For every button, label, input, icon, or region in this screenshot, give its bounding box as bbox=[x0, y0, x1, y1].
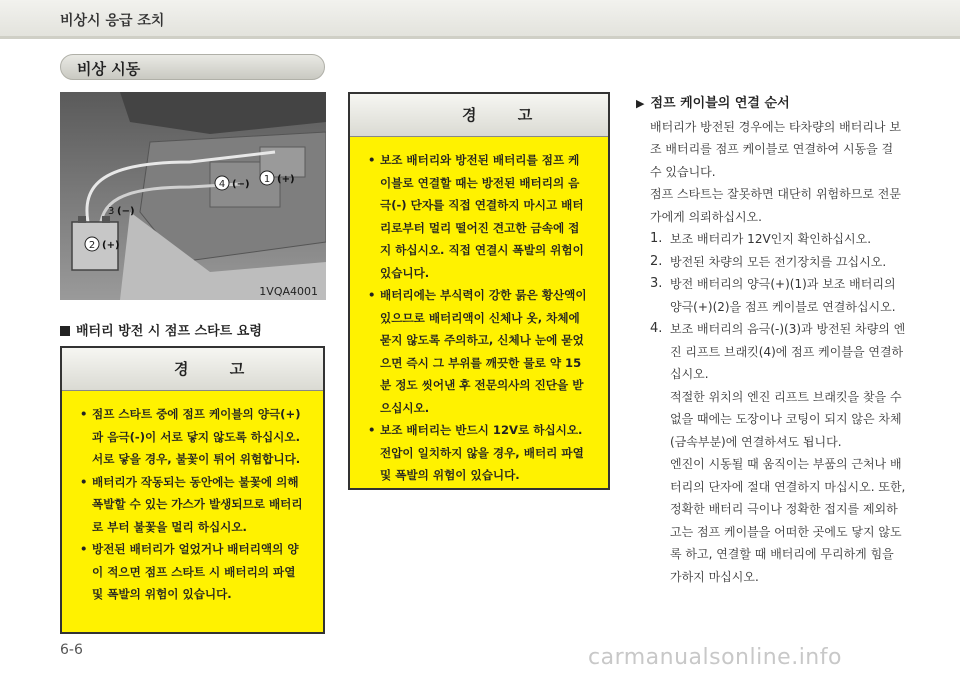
battery-terminal bbox=[102, 216, 110, 223]
label-4 bbox=[215, 176, 250, 190]
list-item: • 보조 배터리와 방전된 배터리를 점프 케이블로 연결할 때는 방전된 배터리의 음극(-) 단자를 직접 연결하지 마시고 배터리로부터 멀리 떨어진 견고한 금속에 접지 하십시오. 직접 연결시 폭발의 위험이 있습니다. bbox=[380, 149, 590, 284]
page-header bbox=[0, 0, 960, 39]
section-pill bbox=[60, 54, 325, 80]
watermark: carmanualsonline.info bbox=[588, 645, 842, 670]
warning-box-2-header bbox=[350, 94, 608, 137]
step-number: 4. bbox=[650, 321, 663, 336]
warning-box-1-title: 경 고 bbox=[174, 360, 263, 378]
step-number: 1. bbox=[650, 231, 663, 246]
square-bullet-icon bbox=[60, 326, 70, 336]
subsection-heading-text: 배터리 방전 시 점프 스타트 요령 bbox=[76, 324, 262, 339]
label-3 bbox=[108, 206, 135, 217]
list-item: • 보조 배터리는 반드시 12V로 하십시오. 전압이 일치하지 않을 경우, 배터리 파열 및 폭발의 위험이 있습니다. bbox=[380, 419, 590, 487]
header-title: 비상시 응급 조치 bbox=[60, 13, 165, 29]
step-item bbox=[636, 273, 906, 318]
warning-box-2-title: 경 고 bbox=[462, 106, 551, 124]
svg-text:3: 3 bbox=[108, 206, 115, 217]
svg-text:(+): (+) bbox=[102, 240, 120, 251]
header-rule bbox=[0, 36, 960, 39]
list-item: • 배터리가 작동되는 동안에는 불꽃에 의해 폭발할 수 있는 가스가 발생되므로 배터리로 부터 불꽃을 멀리 하십시오. bbox=[92, 471, 305, 539]
engine-bay-illustration bbox=[60, 92, 326, 300]
instructions-column bbox=[636, 93, 906, 588]
list-item: • 점프 스타트 중에 점프 케이블의 양극(+)과 음극(-)이 서로 닿지 않도록 하십시오. 서로 닿을 경우, 불꽃이 튀어 위험합니다. bbox=[92, 403, 305, 471]
step-note: 적절한 위치의 엔진 리프트 브래킷을 찾을 수 없을 때에는 도장이나 코팅이 되지 않은 차체 (금속부분)에 연결하셔도 됩니다. bbox=[670, 389, 902, 449]
svg-text:(−): (−) bbox=[117, 206, 135, 217]
step-note: 엔진이 시동될 때 움직이는 부품의 근처나 배터리의 단자에 절대 연결하지 마십시오. 또한, 정확한 배터리 극이나 정확한 접지를 제외하고는 점프 케이블을 어떠한 곳에도 닿지 않도록 하고, 연결할 때 배터리에 무리하게 힘을 가하지 마십시오. bbox=[670, 457, 906, 584]
list-item: • 배터리에는 부식력이 강한 묽은 황산액이 있으므로 배터리액이 신체나 옷, 차체에 묻지 않도록 주의하고, 신체나 눈에 묻었으면 즉시 그 부위를 깨끗한 물로 약 15분 정도 씻어낸 후 전문의사의 진단을 받으십시오. bbox=[380, 284, 590, 419]
svg-text:(−): (−) bbox=[232, 179, 250, 190]
subsection-heading bbox=[60, 320, 262, 339]
svg-text:4: 4 bbox=[218, 179, 226, 190]
warning-box-1 bbox=[60, 346, 325, 634]
svg-text:1: 1 bbox=[263, 174, 271, 185]
figure-code: 1VQA4001 bbox=[259, 285, 318, 298]
warning-box-2-list bbox=[350, 137, 608, 487]
step-text: 방전 배터리의 양극(+)(1)과 보조 배터리의 양극(+)(2)을 점프 케이블로 연결하십시오. bbox=[670, 277, 896, 314]
step-number: 3. bbox=[650, 276, 663, 291]
label-1 bbox=[260, 171, 295, 185]
svg-text:(+): (+) bbox=[277, 174, 295, 185]
list-item: • 방전된 배터리가 얼었거나 배터리액의 양이 적으면 점프 스타트 시 배터리의 파열 및 폭발의 위험이 있습니다. bbox=[92, 538, 305, 606]
warning-box-1-list bbox=[62, 391, 323, 606]
step-text: 보조 배터리의 음극(-)(3)과 방전된 차량의 엔진 리프트 브래킷(4)에 점프 케이블을 연결하십시오. bbox=[670, 322, 906, 381]
step-number: 2. bbox=[650, 253, 663, 269]
warning-box-2 bbox=[348, 92, 610, 490]
intro-paragraph: 배터리가 방전된 경우에는 타차량의 배터리나 보조 배터리를 점프 케이블로 연결하여 시동을 걸 수 있습니다. bbox=[650, 119, 901, 179]
step-item bbox=[636, 251, 906, 274]
step-item bbox=[636, 318, 906, 386]
step-text: 방전된 차량의 모든 전기장치를 끄십시오. bbox=[670, 254, 887, 269]
triangle-right-icon: ▶ bbox=[636, 97, 645, 110]
warning-box-1-header bbox=[62, 348, 323, 391]
page-number: 6-6 bbox=[60, 642, 83, 658]
section-pill-label: 비상 시동 bbox=[77, 60, 141, 78]
label-2 bbox=[85, 237, 120, 251]
instructions-heading-text: 점프 케이블의 연결 순서 bbox=[650, 96, 790, 111]
svg-text:2: 2 bbox=[88, 240, 96, 251]
jump-start-figure bbox=[60, 92, 326, 300]
battery-terminal bbox=[78, 216, 86, 223]
step-item bbox=[636, 228, 906, 251]
instructions-heading bbox=[636, 93, 906, 116]
intro-paragraph: 점프 스타트는 잘못하면 대단히 위험하므로 전문가에게 의뢰하십시오. bbox=[650, 187, 901, 224]
step-text: 보조 배터리가 12V인지 확인하십시오. bbox=[670, 232, 872, 246]
